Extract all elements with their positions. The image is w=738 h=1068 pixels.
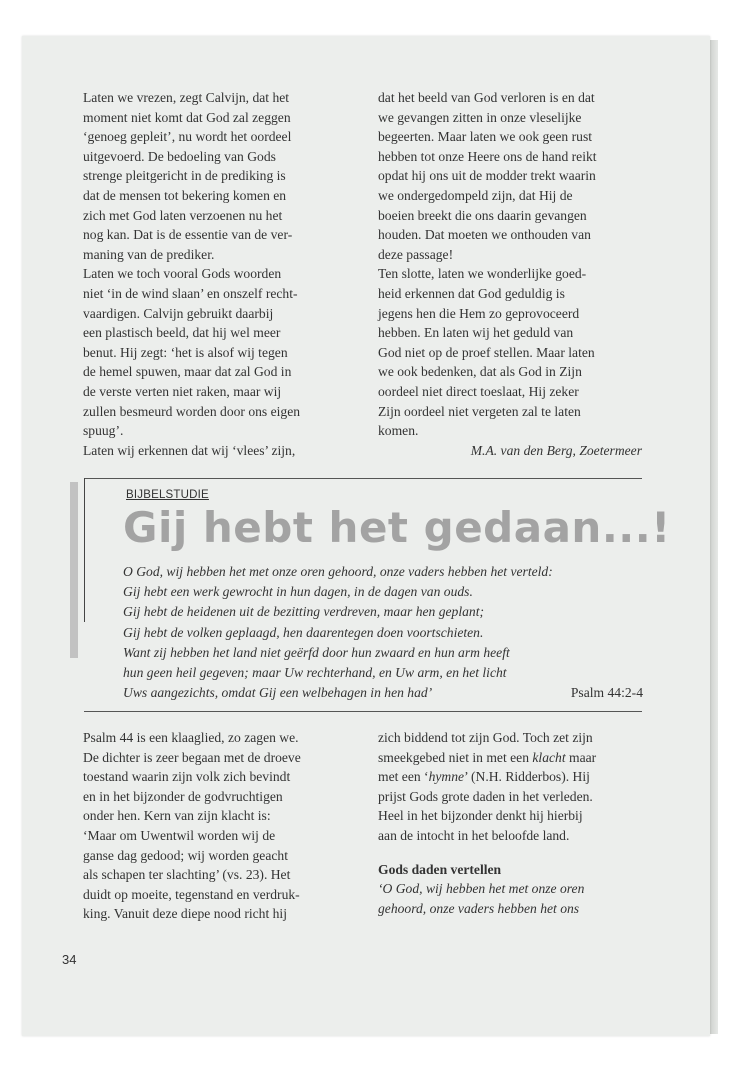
- text-line: De dichter is zeer begaan met de droeve: [83, 749, 301, 765]
- text-line: Psalm 44 is een klaaglied, zo zagen we.: [83, 730, 299, 745]
- text-line: en in het bijzonder de godvruchtigen: [83, 788, 283, 804]
- text-line: we ondergedompeld zijn, dat Hij de: [378, 187, 573, 203]
- subheading: Gods daden vertellen: [378, 861, 502, 877]
- article-column-top-right: [378, 88, 642, 460]
- text-line: dat de mensen tot bekering komen en: [83, 187, 287, 203]
- text-line: zullen besmeurd worden door ons eigen: [83, 403, 301, 419]
- text-line: uitgevoerd. De bedoeling van Gods: [83, 148, 276, 164]
- section-accent-line: [84, 478, 85, 622]
- text-line: heid erkennen dat God geduldig is: [378, 285, 565, 301]
- text-line: dat het beeld van God verloren is en dat: [378, 90, 595, 105]
- text-line: ‘Maar om Uwentwil worden wij de: [83, 827, 276, 843]
- text-line: spuug’.: [83, 423, 124, 439]
- text-line: de verste verten niet raken, maar wij: [83, 383, 282, 399]
- quote-line: Want zij hebben het land niet geërfd door hun zwaard en hun arm heeft: [123, 644, 510, 660]
- text-line: Laten wij erkennen dat wij ‘vlees’ zijn,: [83, 442, 296, 458]
- text-line: moment niet komt dat God zal zeggen: [83, 109, 291, 125]
- text-line: benut. Hij zegt: ‘het is alsof wij tegen: [83, 344, 288, 360]
- text-line: de hemel spuwen, maar dat zal God in: [83, 364, 292, 380]
- article-column-bottom-right: [378, 728, 642, 918]
- text-run: maar: [565, 749, 597, 765]
- quote-line: O God, wij hebben het met onze oren gehoord, onze vaders hebben het verteld:: [123, 564, 553, 579]
- text-line: God niet op de proef stellen. Maar laten: [378, 344, 595, 360]
- text-line: nog kan. Dat is de essentie van de ver-: [83, 227, 293, 243]
- text-line: strenge pleitgericht in de prediking is: [83, 168, 286, 184]
- text-line: zich biddend tot zijn God. Toch zet zijn: [378, 730, 593, 745]
- scripture-quote: [123, 562, 643, 703]
- text-line: jegens hen die Hem zo geprovoceerd: [378, 305, 580, 321]
- text-line: hebben tot onze Heere ons de hand reikt: [378, 148, 597, 164]
- text-line: [378, 748, 642, 768]
- text-line: ‘O God, wij hebben het met onze oren: [378, 881, 585, 897]
- section-divider-top: [84, 478, 642, 479]
- text-line: opdat hij ons uit de modder trekt waarin: [378, 168, 596, 184]
- text-run: smeekgebed niet in met een: [378, 749, 533, 765]
- text-line: ganse dag gedood; wij worden geacht: [83, 847, 288, 863]
- text-line: Zijn oordeel niet vergeten zal te laten: [378, 403, 581, 419]
- article-column-top-left: [83, 88, 351, 460]
- text-line: zich met God laten verzoenen nu het: [83, 207, 283, 223]
- text-line: als schapen ter slachting’ (vs. 23). Het: [83, 867, 291, 883]
- text-line: een plastisch beeld, dat hij wel meer: [83, 325, 281, 341]
- page-number: 34: [62, 952, 77, 967]
- text-line: Heel in het bijzonder denkt hij hierbij: [378, 808, 583, 824]
- text-line: ‘genoeg gepleit’, nu wordt het oordeel: [83, 129, 292, 145]
- text-line: toestand waarin zijn volk zich bevindt: [83, 769, 291, 785]
- quote-line: Gij hebt de volken geplaagd, hen daarentegen doen voortschieten.: [123, 624, 484, 640]
- text-line: niet ‘in de wind slaan’ en onszelf recht-: [83, 285, 298, 301]
- section-accent-bar: [70, 482, 78, 658]
- quote-reference: Psalm 44:2-4: [570, 685, 643, 701]
- text-line: prijst Gods grote daden in het verleden.: [378, 788, 593, 804]
- text-run: met een ‘: [378, 769, 429, 785]
- text-line: vaardigen. Calvijn gebruikt daarbij: [83, 305, 274, 321]
- text-line: boeien breekt die ons daarin gevangen: [378, 207, 587, 223]
- text-line: gehoord, onze vaders hebben het ons: [378, 900, 580, 916]
- emphasis-text: klacht: [532, 749, 566, 765]
- section-divider-bottom: [84, 711, 642, 712]
- text-line: oordeel niet direct toeslaat, Hij zeker: [378, 383, 579, 399]
- text-line: maning van de prediker.: [83, 246, 215, 262]
- author-signature: M.A. van den Berg, Zoetermeer: [470, 442, 642, 458]
- text-line: aan de intocht in het beloofde land.: [378, 827, 570, 843]
- text-line: deze passage!: [378, 246, 454, 262]
- text-line: onder hen. Kern van zijn klacht is:: [83, 808, 271, 824]
- text-line: Ten slotte, laten we wonderlijke goed-: [378, 266, 587, 282]
- text-line: hebben. En laten wij het geduld van: [378, 325, 574, 341]
- text-line: begeerten. Maar laten we ook geen rust: [378, 129, 593, 145]
- text-line: houden. Dat moeten we onthouden van: [378, 227, 591, 243]
- quote-line: Gij hebt de heidenen uit de bezitting verdreven, maar hen geplant;: [123, 604, 485, 620]
- text-line: we gevangen zitten in onze vleselijke: [378, 109, 582, 125]
- quote-line: hun geen heil gegeven; maar Uw rechterhand, en Uw arm, en het licht: [123, 665, 507, 681]
- article-column-bottom-left: [83, 728, 351, 924]
- text-line: Laten we vrezen, zegt Calvijn, dat het: [83, 90, 290, 105]
- text-line: komen.: [378, 423, 419, 439]
- emphasis-text: hymne: [428, 769, 465, 785]
- quote-line: Gij hebt een werk gewrocht in hun dagen, in de dagen van ouds.: [123, 584, 473, 600]
- text-line: Laten we toch vooral Gods woorden: [83, 266, 282, 282]
- text-line: king. Vanuit deze diepe nood richt hij: [83, 906, 287, 922]
- text-run: ’ (N.H. Ridderbos). Hij: [464, 769, 590, 785]
- section-label: BIJBELSTUDIE: [126, 489, 209, 501]
- text-line: duidt op moeite, tegenstand en verdruk-: [83, 886, 300, 902]
- text-line: we ook bedenken, dat als God in Zijn: [378, 364, 582, 380]
- quote-line: Uws aangezichts, omdat Gij een welbehagen in hen had’: [123, 685, 433, 701]
- text-line: [378, 767, 642, 787]
- article-headline: Gij hebt het gedaan...!: [123, 503, 671, 552]
